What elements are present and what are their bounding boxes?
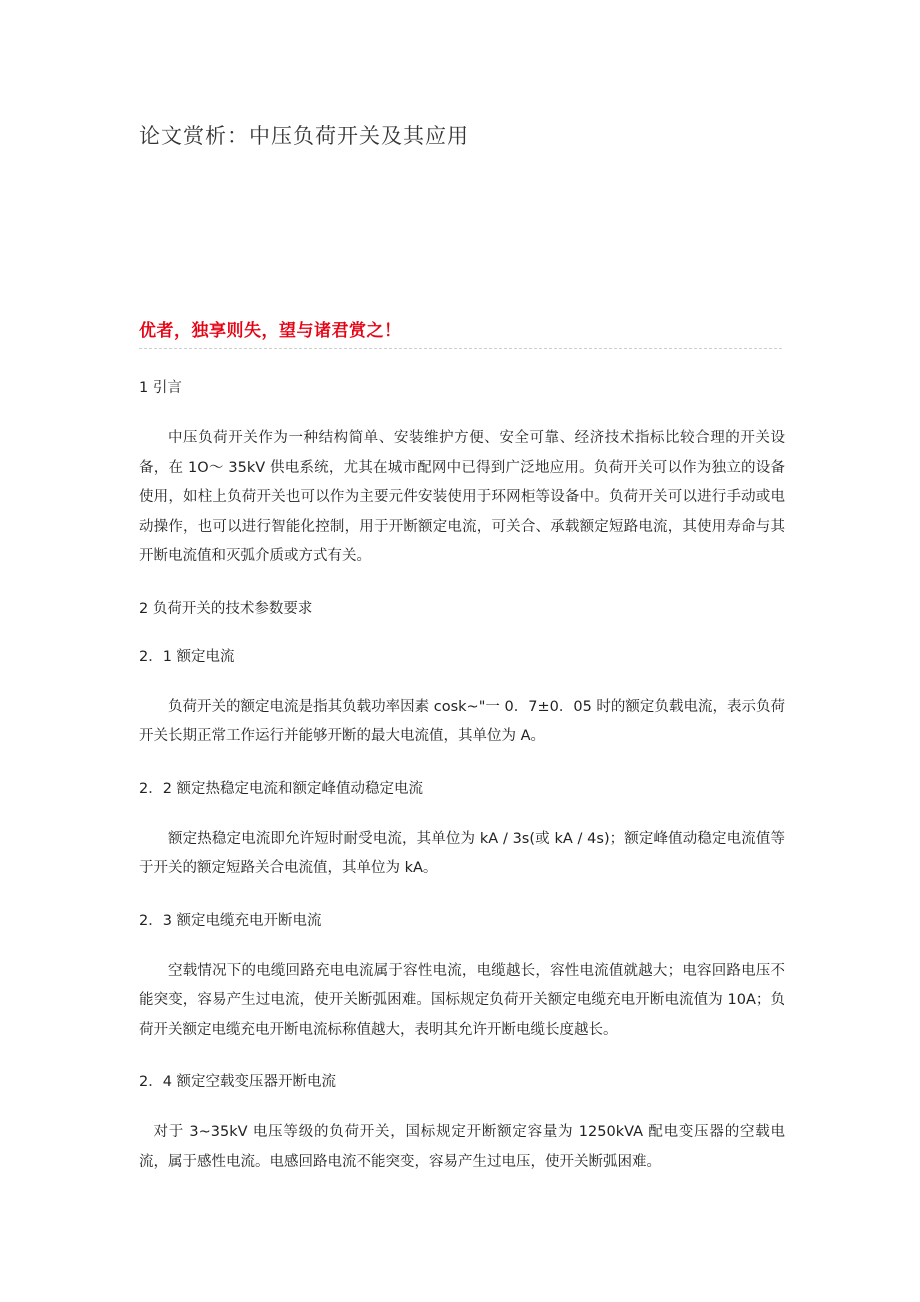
tagline: 优者，独享则失，望与诸君赏之！ [139, 321, 402, 341]
paragraph-cable-charging: 空载情况下的电缆回路充电电流属于容性电流，电缆越长，容性电流值就越大；电容回路电压不能突变，容易产生过电流，使开关断弧困难。国标规定负荷开关额定电缆充电开断电流值为 10A；负荷开关额定电缆充电开断电流标称值越大，表明其允许开断电缆长度越长。 [139, 962, 785, 1038]
paragraph-transformer: 对于 3~35kV 电压等级的负荷开关，国标规定开断额定容量为 1250kVA 配电变压器的空载电流，属于感性电流。电感回路电流不能突变，容易产生过电压，使开关断弧困难。 [139, 1124, 785, 1170]
dashed-divider [139, 348, 782, 349]
paragraph-rated-current: 负荷开关的额定电流是指其负载功率因素 cosk~"一 0．7±0．05 时的额定负载电流，表示负荷开关长期正常工作运行并能够开断的最大电流值，其单位为 A。 [139, 698, 785, 744]
section-heading-transformer: 2．4 额定空载变压器开断电流 [139, 1074, 337, 1090]
article-body [139, 376, 785, 1202]
section-heading-tech-params: 2 负荷开关的技术参数要求 [139, 600, 313, 617]
page-title: 论文赏析：中压负荷开关及其应用 [139, 124, 469, 148]
section-heading-cable-charging: 2．3 额定电缆充电开断电流 [139, 912, 322, 929]
section-heading-intro: 1 引言 [139, 380, 182, 396]
section-heading-thermal-dynamic: 2．2 额定热稳定电流和额定峰值动稳定电流 [139, 780, 424, 797]
section-heading-rated-current: 2．1 额定电流 [139, 648, 235, 665]
paragraph-thermal-dynamic: 额定热稳定电流即允许短时耐受电流，其单位为 kA / 3s(或 kA / 4s)；额定峰值动稳定电流值等于开关的额定短路关合电流值，其单位为 kA。 [139, 830, 785, 876]
paragraph-intro: 中压负荷开关作为一种结构简单、安装维护方便、安全可靠、经济技术指标比较合理的开关设备，在 1O～ 35kV 供电系统，尤其在城市配网中已得到广泛地应用。负荷开关可以作为独立的设备使用，如柱上负荷开关也可以作为主要元件安装使用于环网柜等设备中。负荷开关可以进行手动或电动操作，也可以进行智能化控制，用于开断额定电流，可关合、承载额定短路电流，其使用寿命与其开断电流值和灭弧介质或方式有关。 [139, 430, 785, 564]
